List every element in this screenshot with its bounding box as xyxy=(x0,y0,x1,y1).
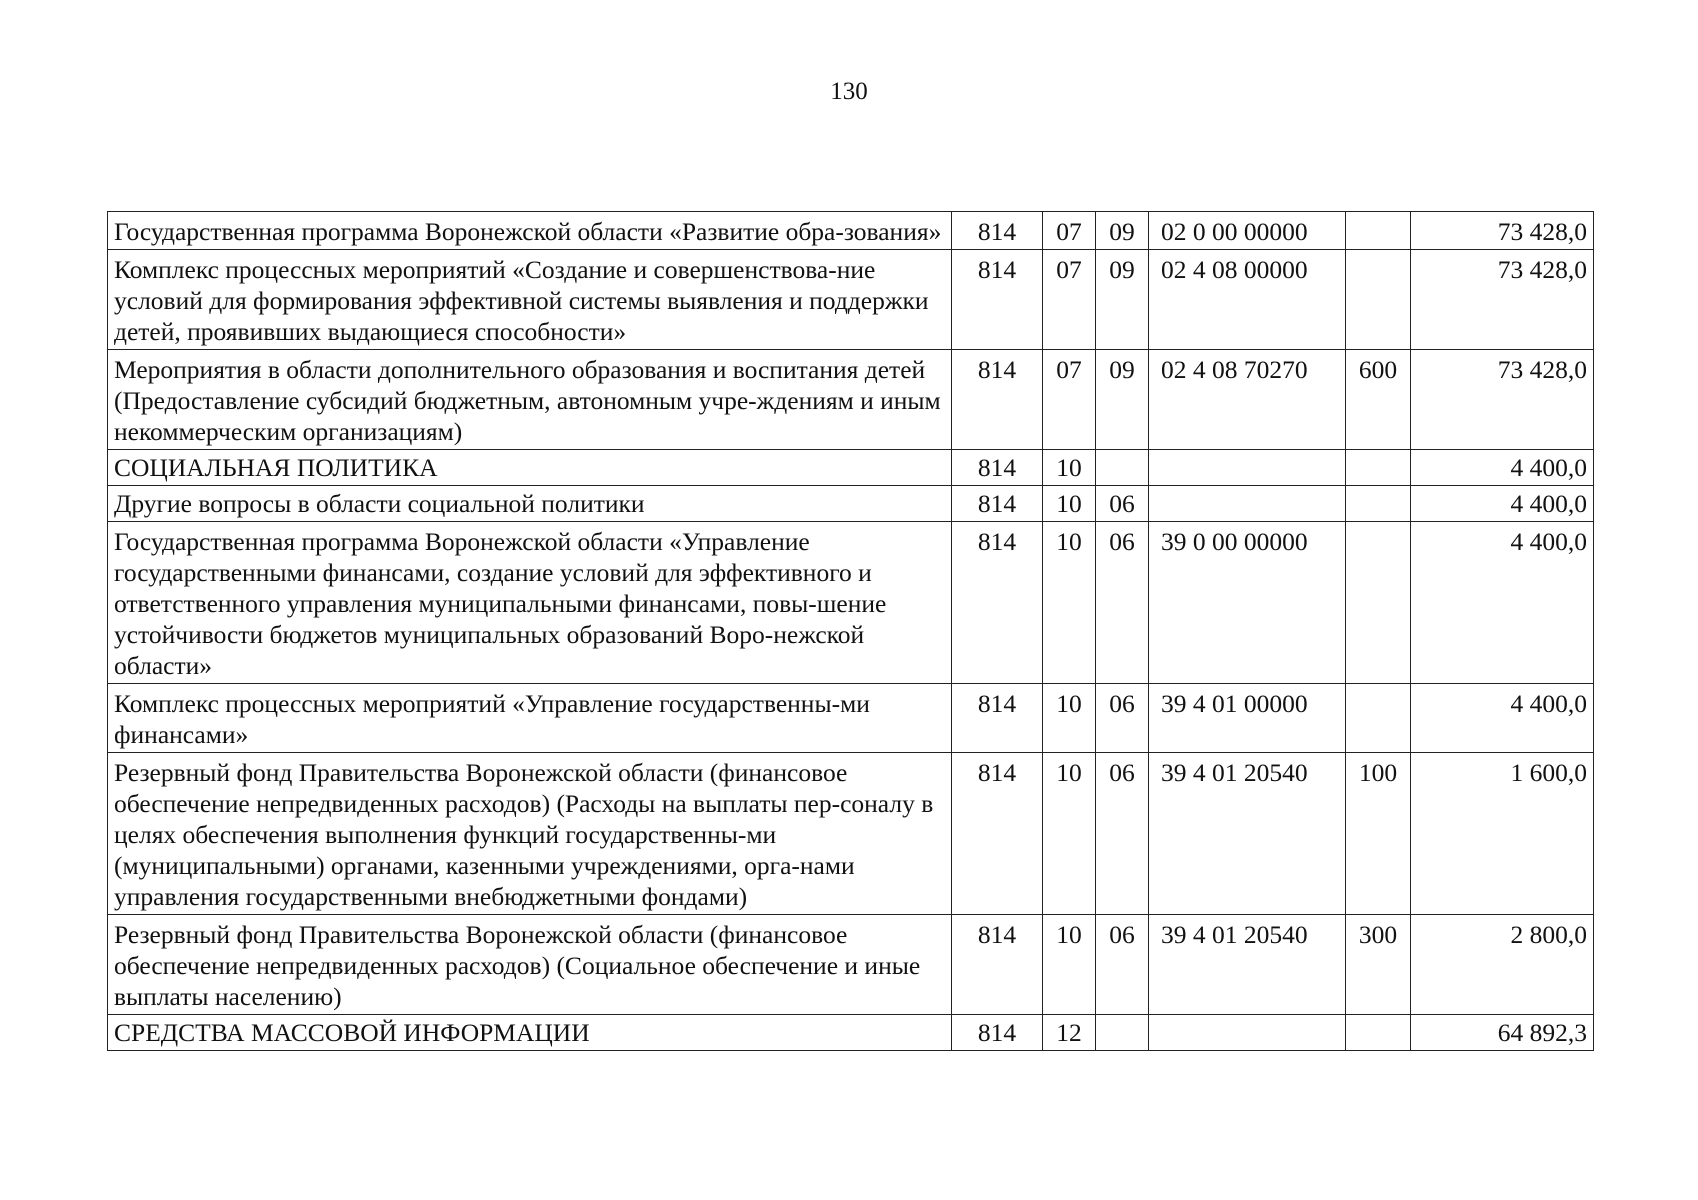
table-row xyxy=(108,522,1594,684)
row-rz: 10 xyxy=(1043,753,1096,915)
page-number: 130 xyxy=(830,78,868,105)
row-pr: 06 xyxy=(1096,915,1149,1015)
row-pr: 06 xyxy=(1096,684,1149,753)
row-ved: 814 xyxy=(952,684,1043,753)
table-row xyxy=(108,684,1594,753)
row-rz: 07 xyxy=(1043,350,1096,450)
row-csr xyxy=(1149,1015,1346,1051)
row-name: Мероприятия в области дополнительного образования и воспитания детей (Предоставление субсидий бюджетным, автономным учре-ждениям и иным некоммерческим организациям) xyxy=(108,350,952,450)
row-vr xyxy=(1346,522,1411,684)
row-name: Государственная программа Воронежской области «Управление государственными финансами, создание условий для эффективного и ответственного управления муниципальными финансами, повы-шение устойчивости бюджетов муниципальных образований Воро-нежской области» xyxy=(108,522,952,684)
row-pr xyxy=(1096,450,1149,486)
row-pr: 06 xyxy=(1096,753,1149,915)
row-csr: 39 4 01 20540 xyxy=(1149,915,1346,1015)
table-row xyxy=(108,753,1594,915)
row-ved: 814 xyxy=(952,486,1043,522)
row-sum: 64 892,3 xyxy=(1411,1015,1594,1051)
table-row xyxy=(108,350,1594,450)
row-vr xyxy=(1346,684,1411,753)
row-vr xyxy=(1346,212,1411,250)
row-sum: 4 400,0 xyxy=(1411,486,1594,522)
row-ved: 814 xyxy=(952,450,1043,486)
row-rz: 10 xyxy=(1043,522,1096,684)
row-csr: 02 0 00 00000 xyxy=(1149,212,1346,250)
row-vr: 300 xyxy=(1346,915,1411,1015)
row-rz: 10 xyxy=(1043,486,1096,522)
row-vr xyxy=(1346,486,1411,522)
row-csr: 39 4 01 00000 xyxy=(1149,684,1346,753)
row-ved: 814 xyxy=(952,1015,1043,1051)
row-rz: 10 xyxy=(1043,915,1096,1015)
row-csr xyxy=(1149,486,1346,522)
row-ved: 814 xyxy=(952,212,1043,250)
row-vr: 100 xyxy=(1346,753,1411,915)
row-rz: 07 xyxy=(1043,212,1096,250)
row-name: Комплекс процессных мероприятий «Управление государственны-ми финансами» xyxy=(108,684,952,753)
table-row xyxy=(108,486,1594,522)
row-sum: 2 800,0 xyxy=(1411,915,1594,1015)
row-csr: 39 0 00 00000 xyxy=(1149,522,1346,684)
row-sum: 73 428,0 xyxy=(1411,350,1594,450)
row-name: Комплекс процессных мероприятий «Создание и совершенствова-ние условий для формирования эффективной системы выявления и поддержки детей, проявивших выдающиеся способности» xyxy=(108,250,952,350)
table-row xyxy=(108,212,1594,250)
row-sum: 73 428,0 xyxy=(1411,250,1594,350)
row-csr xyxy=(1149,450,1346,486)
row-ved: 814 xyxy=(952,350,1043,450)
row-ved: 814 xyxy=(952,250,1043,350)
row-rz: 10 xyxy=(1043,450,1096,486)
row-sum: 73 428,0 xyxy=(1411,212,1594,250)
row-name: Другие вопросы в области социальной политики xyxy=(108,486,952,522)
table-row xyxy=(108,915,1594,1015)
table-row xyxy=(108,250,1594,350)
row-sum: 4 400,0 xyxy=(1411,450,1594,486)
row-ved: 814 xyxy=(952,522,1043,684)
row-vr: 600 xyxy=(1346,350,1411,450)
row-vr xyxy=(1346,450,1411,486)
row-name: Государственная программа Воронежской области «Развитие обра-зования» xyxy=(108,212,952,250)
row-name: СОЦИАЛЬНАЯ ПОЛИТИКА xyxy=(108,450,952,486)
row-ved: 814 xyxy=(952,915,1043,1015)
row-csr: 02 4 08 00000 xyxy=(1149,250,1346,350)
row-pr: 06 xyxy=(1096,522,1149,684)
row-vr xyxy=(1346,250,1411,350)
row-sum: 4 400,0 xyxy=(1411,684,1594,753)
table-row xyxy=(108,1015,1594,1051)
row-name: Резервный фонд Правительства Воронежской области (финансовое обеспечение непредвиденных расходов) (Социальное обеспечение и иные выплаты населению) xyxy=(108,915,952,1015)
row-pr xyxy=(1096,1015,1149,1051)
row-rz: 12 xyxy=(1043,1015,1096,1051)
row-csr: 02 4 08 70270 xyxy=(1149,350,1346,450)
row-pr: 09 xyxy=(1096,250,1149,350)
row-rz: 10 xyxy=(1043,684,1096,753)
row-csr: 39 4 01 20540 xyxy=(1149,753,1346,915)
row-vr xyxy=(1346,1015,1411,1051)
row-name: СРЕДСТВА МАССОВОЙ ИНФОРМАЦИИ xyxy=(108,1015,952,1051)
row-ved: 814 xyxy=(952,753,1043,915)
row-sum: 4 400,0 xyxy=(1411,522,1594,684)
row-sum: 1 600,0 xyxy=(1411,753,1594,915)
budget-table xyxy=(107,211,1594,1051)
row-pr: 06 xyxy=(1096,486,1149,522)
row-pr: 09 xyxy=(1096,350,1149,450)
row-rz: 07 xyxy=(1043,250,1096,350)
row-name: Резервный фонд Правительства Воронежской области (финансовое обеспечение непредвиденных расходов) (Расходы на выплаты пер-соналу в целях обеспечения выполнения функций государственны-ми (муниципальными) органами, казенными учреждениями, орга-нами управления государственными внебюджетными фондами) xyxy=(108,753,952,915)
table-row xyxy=(108,450,1594,486)
row-pr: 09 xyxy=(1096,212,1149,250)
